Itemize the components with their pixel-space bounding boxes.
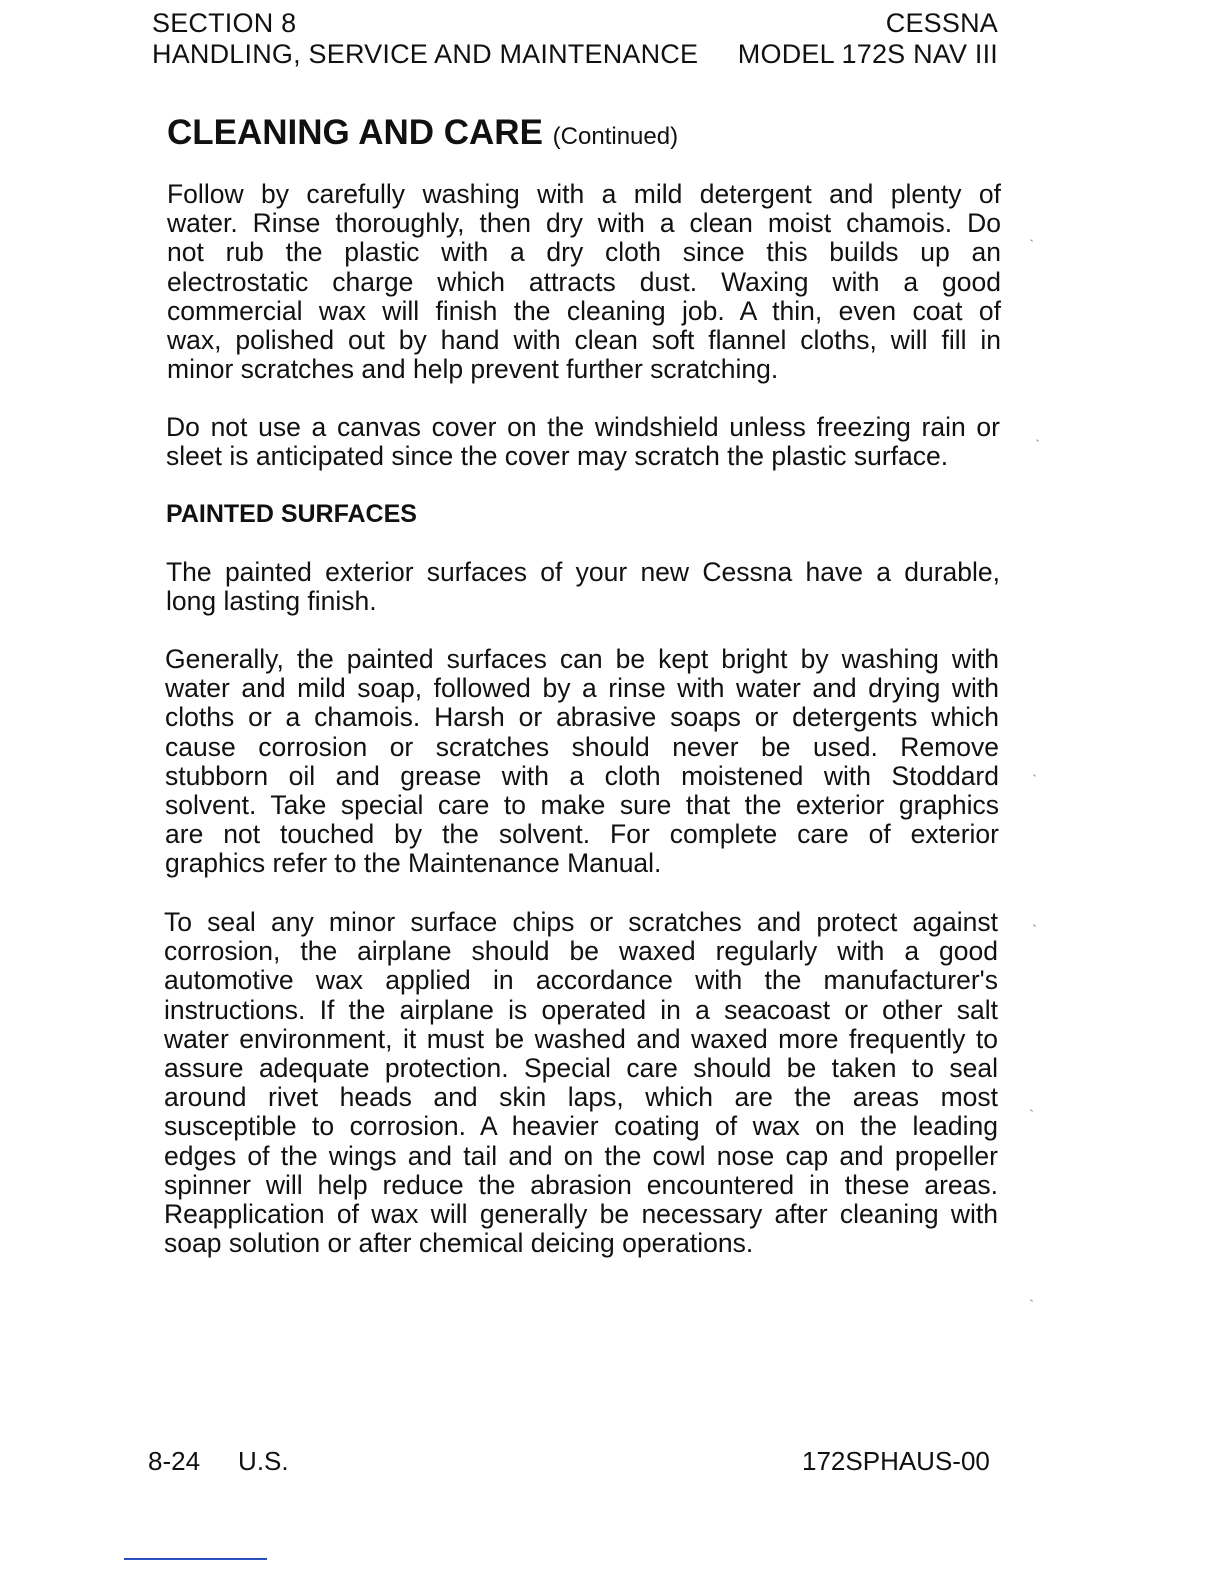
paragraph-line: minor scratches and help prevent further scratching.: [167, 354, 779, 385]
paragraph-line: instructions. If the airplane is operated in a seacoast or other salt: [164, 994, 998, 1025]
model-label: MODEL 172S NAV III: [737, 39, 998, 69]
paragraph-line: graphics refer to the Maintenance Manual.: [165, 848, 662, 879]
paragraph-line: automotive wax applied in accordance with the manufacturer's: [164, 965, 998, 996]
scan-speck: [1030, 1299, 1033, 1302]
brand-label: CESSNA: [885, 8, 998, 38]
paragraph-line: wax, polished out by hand with clean soft flannel cloths, will fill in: [167, 325, 1001, 356]
scan-speck: [1030, 239, 1033, 242]
scan-speck: [1033, 774, 1036, 777]
paragraph-line: To seal any minor surface chips or scratches and protect against: [164, 907, 998, 937]
paragraph-cleaning-plastic: [167, 180, 1001, 384]
paragraph-line: assure adequate protection. Special care should be taken to seal: [164, 1053, 998, 1084]
scan-speck: [1030, 1109, 1033, 1112]
footer-left: [148, 1446, 289, 1476]
running-header-right: [736, 8, 998, 70]
paragraph-canvas-cover: [166, 413, 1000, 471]
subheading-painted-surfaces: PAINTED SURFACES: [166, 500, 417, 528]
scan-speck: [1033, 924, 1036, 927]
paragraph-line: commercial wax will finish the cleaning job. A thin, even coat of: [167, 295, 1001, 326]
document-code: 172SPHAUS-00: [802, 1446, 990, 1476]
paragraph-waxing: [164, 908, 998, 1258]
paragraph-line: stubborn oil and grease with a cloth moistened with Stoddard: [165, 760, 999, 791]
paragraph-line: The painted exterior surfaces of your new Cessna have a durable,: [166, 557, 1000, 587]
paragraph-line: cloths or a chamois. Harsh or abrasive soaps or detergents which: [165, 702, 999, 733]
paragraph-line: are not touched by the solvent. For complete care of exterior: [165, 819, 999, 850]
page-title-main: CLEANING AND CARE: [167, 113, 543, 152]
paragraph-line: susceptible to corrosion. A heavier coating of wax on the leading: [164, 1111, 998, 1142]
page-title-suffix: (Continued): [552, 123, 679, 150]
bottom-rule: [124, 1558, 267, 1560]
page-number: 8-24: [148, 1446, 201, 1476]
paragraph-line: long lasting finish.: [166, 586, 377, 617]
paragraph-line: water environment, it must be washed and waxed more frequently to: [164, 1023, 998, 1054]
paragraph-line: Generally, the painted surfaces can be kept bright by washing with: [165, 644, 999, 674]
paragraph-line: cause corrosion or scratches should never be used. Remove: [165, 731, 999, 762]
paragraph-line: not rub the plastic with a dry cloth since this builds up an: [167, 237, 1001, 268]
paragraph-line: solvent. Take special care to make sure that the exterior graphics: [165, 790, 999, 821]
scan-speck: [1036, 439, 1039, 442]
running-header-left: [152, 8, 698, 70]
paragraph-painted-intro: [166, 558, 1000, 616]
paragraph-line: soap solution or after chemical deicing operations.: [164, 1228, 754, 1259]
page-title: [167, 112, 678, 158]
paragraph-line: Reapplication of wax will generally be necessary after cleaning with: [164, 1199, 998, 1230]
section-label: SECTION 8: [152, 8, 297, 38]
paragraph-line: edges of the wings and tail and on the cowl nose cap and propeller: [164, 1140, 998, 1171]
paragraph-line: corrosion, the airplane should be waxed regularly with a good: [164, 936, 998, 967]
region-label: U.S.: [238, 1446, 289, 1476]
paragraph-line: water and mild soap, followed by a rinse with water and drying with: [165, 673, 999, 704]
chapter-title: HANDLING, SERVICE AND MAINTENANCE: [152, 39, 699, 69]
paragraph-line: sleet is anticipated since the cover may scratch the plastic surface.: [166, 441, 949, 472]
paragraph-line: electrostatic charge which attracts dust. Waxing with a good: [167, 266, 1001, 297]
paragraph-line: Do not use a canvas cover on the windshield unless freezing rain or: [166, 412, 1000, 442]
paragraph-line: around rivet heads and skin laps, which are the areas most: [164, 1082, 998, 1113]
paragraph-painted-washing: [165, 645, 999, 879]
paragraph-line: spinner will help reduce the abrasion encountered in these areas.: [164, 1169, 998, 1200]
paragraph-line: Follow by carefully washing with a mild detergent and plenty of: [167, 179, 1001, 209]
paragraph-line: water. Rinse thoroughly, then dry with a clean moist chamois. Do: [167, 208, 1001, 239]
